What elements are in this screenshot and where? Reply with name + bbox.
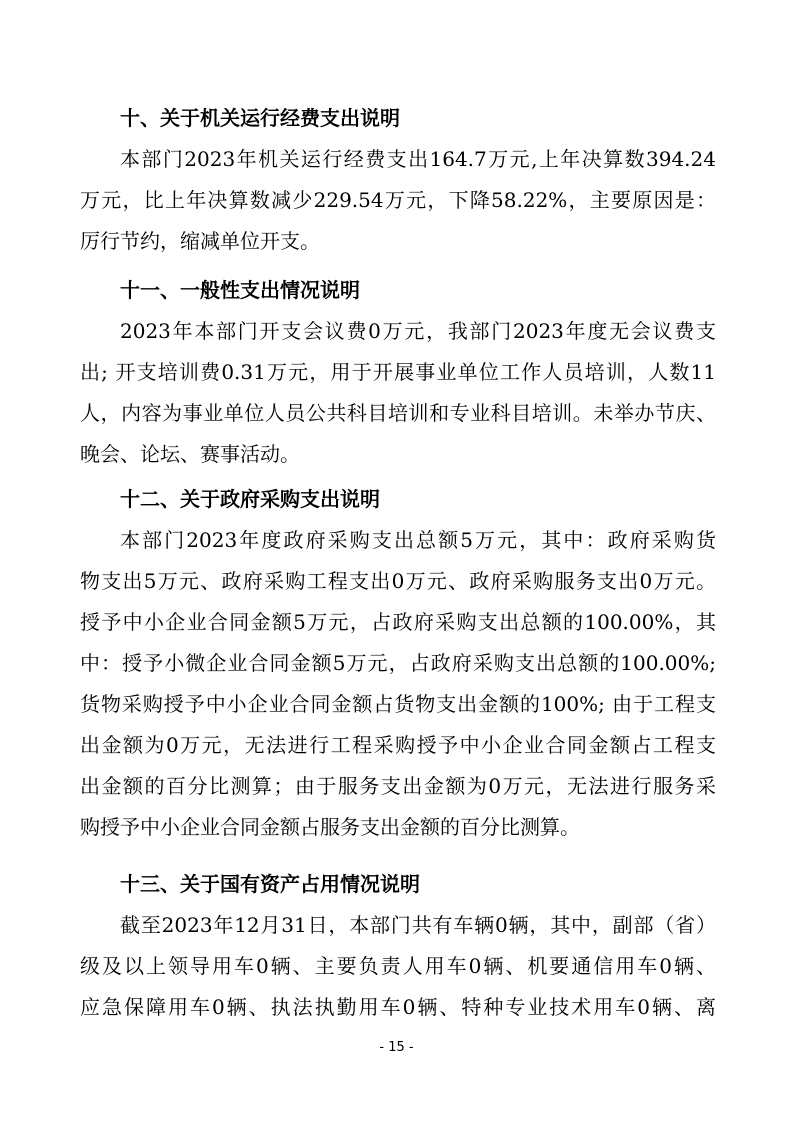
section-11-body xyxy=(80,311,716,475)
paragraph-line: 2023年本部门开支会议费0万元，我部门2023年度无会议费支 xyxy=(120,319,716,343)
paragraph-line: 授予中小企业合同金额5万元，占政府采购支出总额的100.00%，其 xyxy=(80,610,716,634)
paragraph-line: 厉行节约，缩减单位开支。 xyxy=(80,229,320,253)
paragraph-line: 出金额的百分比测算；由于服务支出金额为0万元，无法进行服务采 xyxy=(80,774,716,798)
page-number: - 15 - xyxy=(379,1040,414,1055)
paragraph-line: 货物采购授予中小企业合同金额占货物支出金额的100%; 由于工程支 xyxy=(80,692,716,716)
paragraph-line: 本部门2023年度政府采购支出总额5万元，其中：政府采购货 xyxy=(120,528,716,552)
paragraph-line: 人，内容为事业单位人员公共科目培训和专业科目培训。未举办节庆、 xyxy=(80,401,716,425)
section-13-heading: 十三、关于国有资产占用情况说明 xyxy=(120,872,420,896)
section-13-body xyxy=(80,905,716,1028)
section-12-heading: 十二、关于政府采购支出说明 xyxy=(120,487,380,511)
paragraph-line: 截至2023年12月31日，本部门共有车辆0辆，其中，副部（省） xyxy=(120,913,716,937)
paragraph-line: 万元，比上年决算数减少229.54万元，下降58.22%，主要原因是： xyxy=(80,188,716,212)
paragraph-line: 本部门2023年机关运行经费支出164.7万元,上年决算数394.24 xyxy=(120,147,716,171)
section-10-body xyxy=(80,139,716,262)
paragraph-line: 出金额为0万元，无法进行工程采购授予中小企业合同金额占工程支 xyxy=(80,733,716,757)
paragraph-line: 级及以上领导用车0辆、主要负责人用车0辆、机要通信用车0辆、 xyxy=(80,954,716,978)
paragraph-line: 晚会、论坛、赛事活动。 xyxy=(80,442,300,466)
section-11-heading: 十一、一般性支出情况说明 xyxy=(120,278,360,302)
paragraph-line: 购授予中小企业合同金额占服务支出金额的百分比测算。 xyxy=(80,815,580,839)
paragraph-line: 物支出5万元、政府采购工程支出0万元、政府采购服务支出0万元。 xyxy=(80,569,716,593)
paragraph-line: 应急保障用车0辆、执法执勤用车0辆、特种专业技术用车0辆、离 xyxy=(80,995,716,1019)
section-10-heading: 十、关于机关运行经费支出说明 xyxy=(120,106,400,130)
section-12-body xyxy=(80,520,716,848)
paragraph-line: 出; 开支培训费0.31万元，用于开展事业单位工作人员培训，人数11 xyxy=(80,360,716,384)
paragraph-line: 中：授予小微企业合同金额5万元，占政府采购支出总额的100.00%; xyxy=(80,651,716,675)
